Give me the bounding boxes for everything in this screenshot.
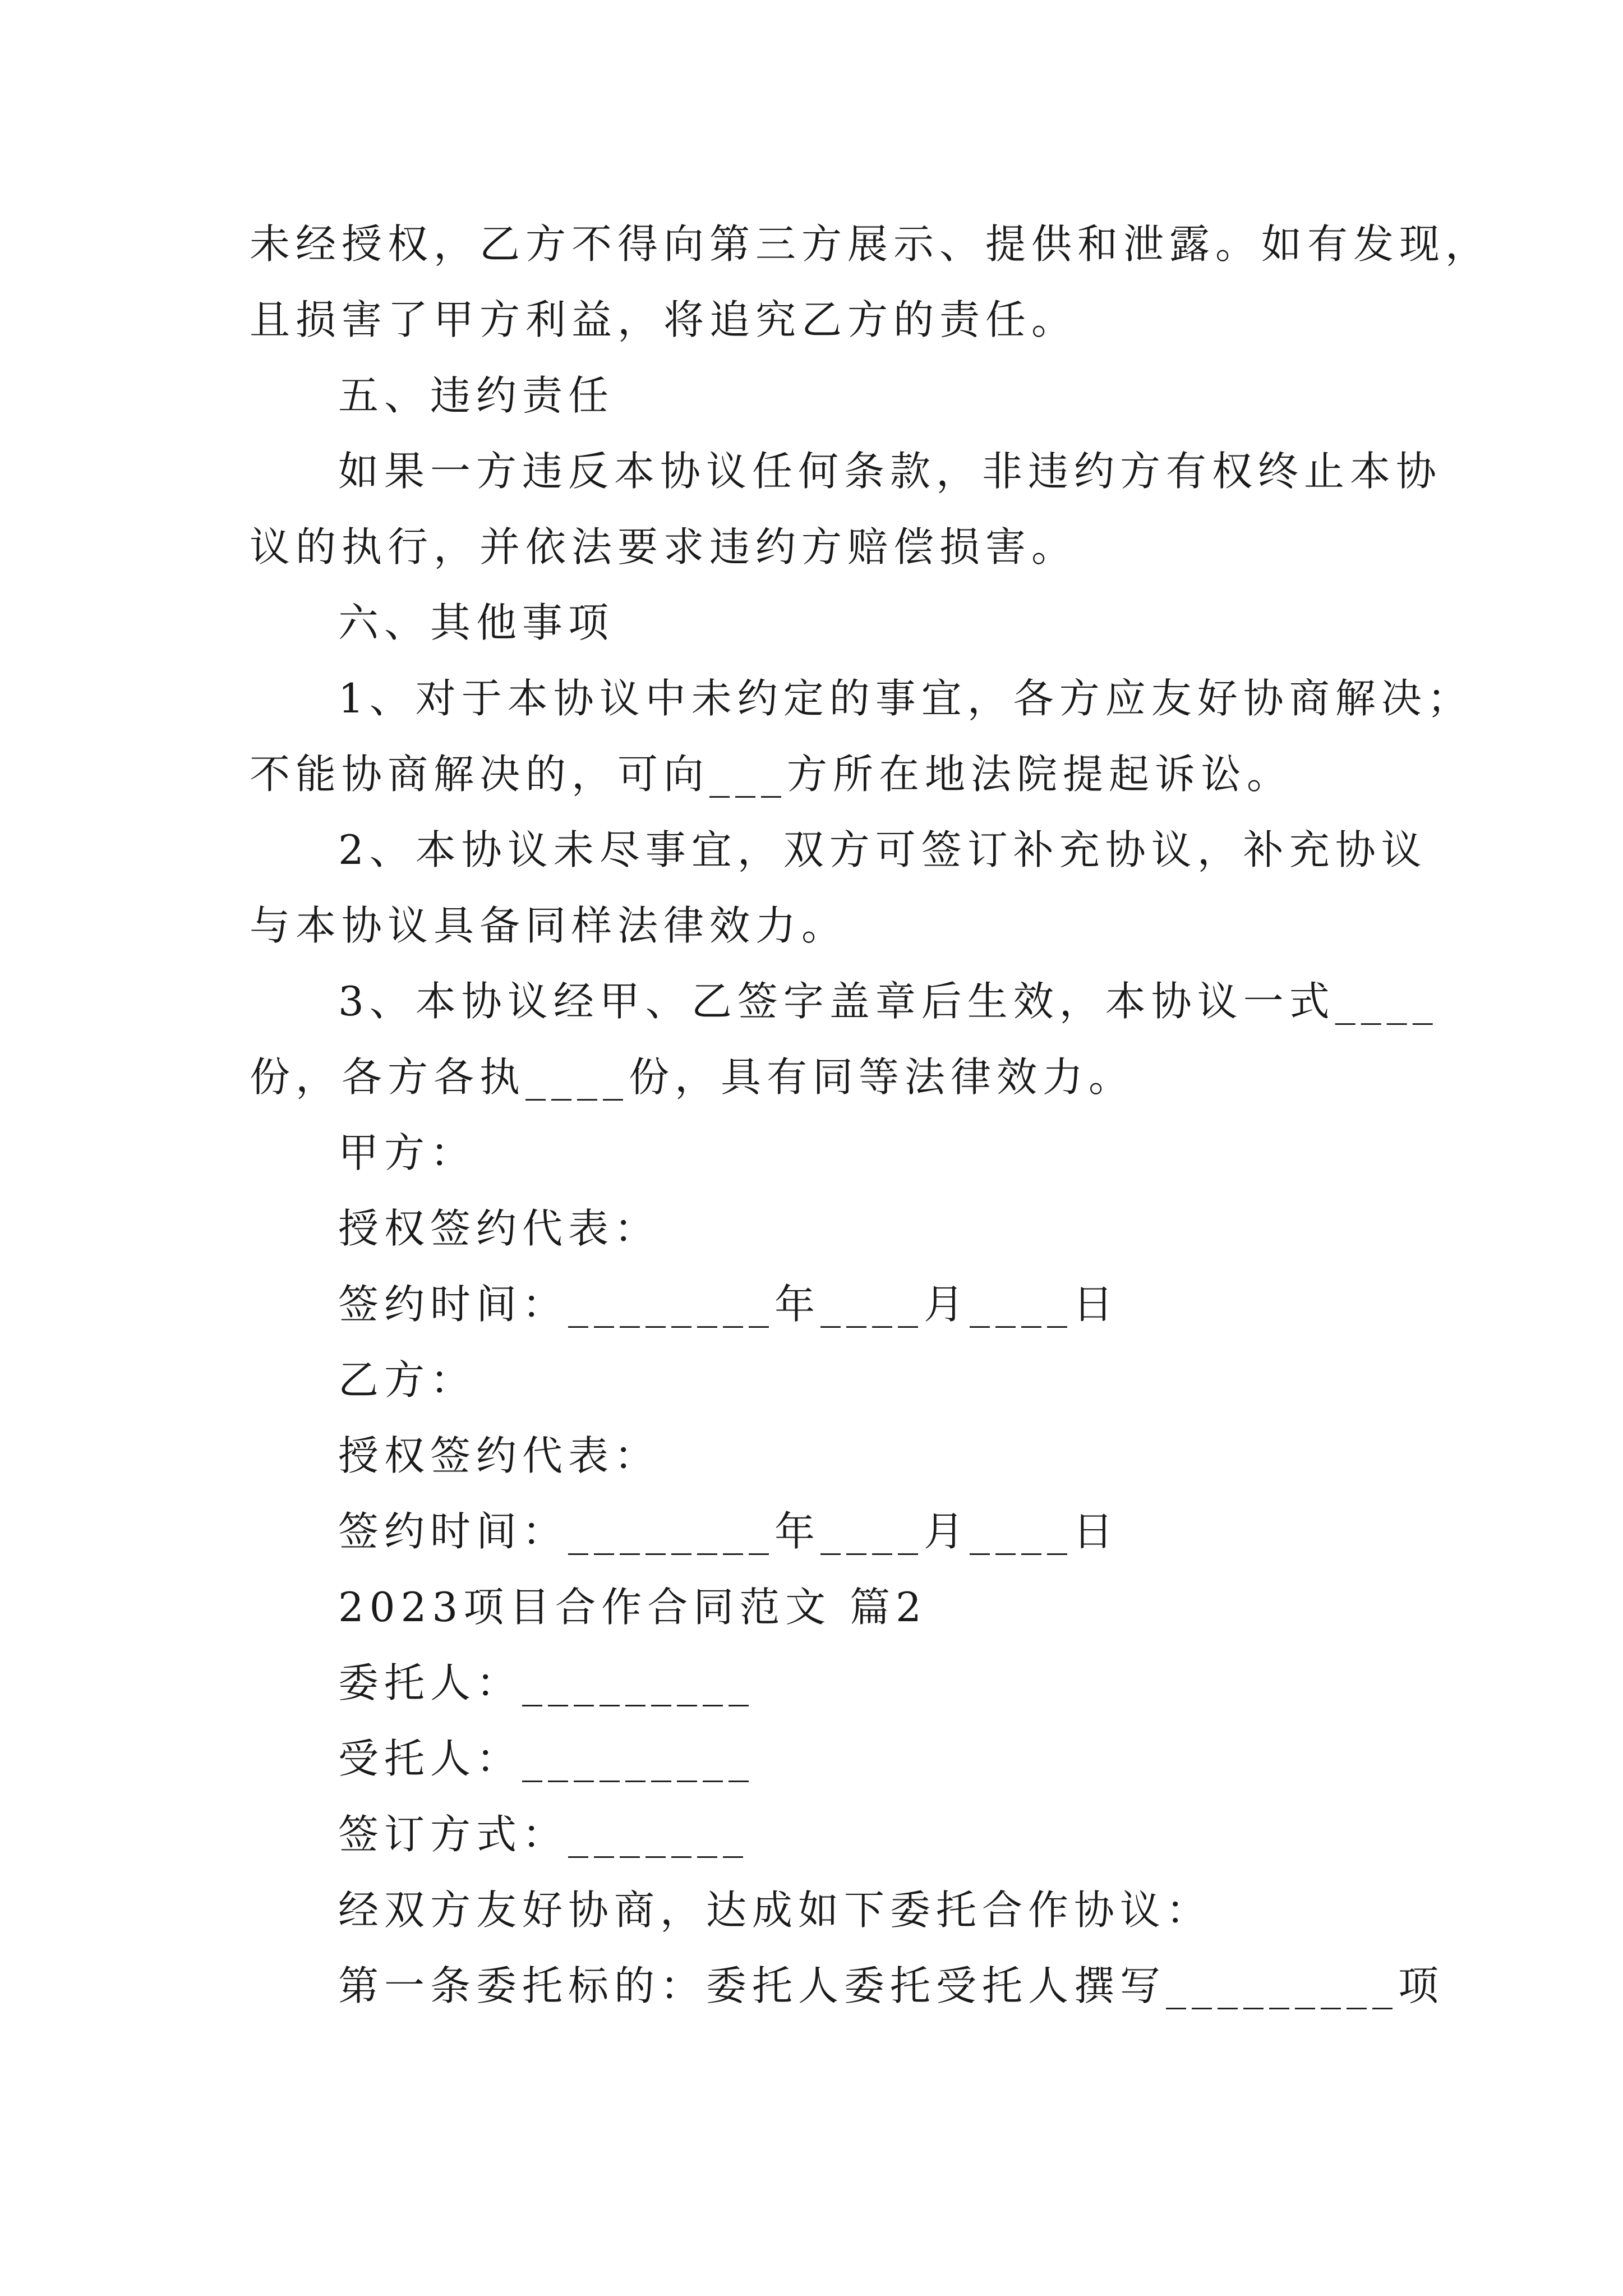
paragraph-line: 议的执行，并依法要求违约方赔偿损害。: [250, 523, 1078, 570]
section-heading: 六、其他事项: [338, 599, 615, 646]
document-section-title: 2023项目合作合同范文 篇2: [338, 1584, 927, 1631]
paragraph-line: 第一条委托标的：委托人委托受托人撰写_________项: [338, 1962, 1445, 2009]
field-line: 受托人：_________: [338, 1735, 755, 1782]
paragraph-line: 且损害了甲方利益，将追究乙方的责任。: [250, 296, 1078, 343]
field-line: 签订方式：_______: [338, 1811, 749, 1858]
paragraph-line: 如果一方违反本协议任何条款，非违约方有权终止本协: [338, 448, 1442, 495]
signature-party-label: 甲方：: [338, 1129, 477, 1176]
paragraph-line: 1、对于本协议中未约定的事宜，各方应友好协商解决；: [338, 675, 1473, 722]
section-heading: 五、违约责任: [338, 372, 615, 419]
signature-party-label: 乙方：: [338, 1356, 477, 1404]
signature-date-line: 签约时间：________年____月____日: [338, 1508, 1119, 1555]
paragraph-line: 份，各方各执____份，具有同等法律效力。: [250, 1053, 1135, 1101]
field-line: 委托人：_________: [338, 1659, 755, 1706]
signature-representative-label: 授权签约代表：: [338, 1205, 661, 1252]
paragraph-line: 不能协商解决的，可向___方所在地法院提起诉讼。: [250, 751, 1293, 798]
paragraph-line: 经双方友好协商，达成如下委托合作协议：: [338, 1887, 1212, 1934]
paragraph-line: 3、本协议经甲、乙签字盖章后生效，本协议一式____: [338, 978, 1438, 1025]
paragraph-line: 未经授权，乙方不得向第三方展示、提供和泄露。如有发现，: [250, 220, 1492, 268]
paragraph-line: 2、本协议未尽事宜，双方可签订补充协议，补充协议: [338, 826, 1427, 873]
signature-date-line: 签约时间：________年____月____日: [338, 1281, 1119, 1328]
signature-representative-label: 授权签约代表：: [338, 1432, 661, 1479]
paragraph-line: 与本协议具备同样法律效力。: [250, 902, 848, 949]
